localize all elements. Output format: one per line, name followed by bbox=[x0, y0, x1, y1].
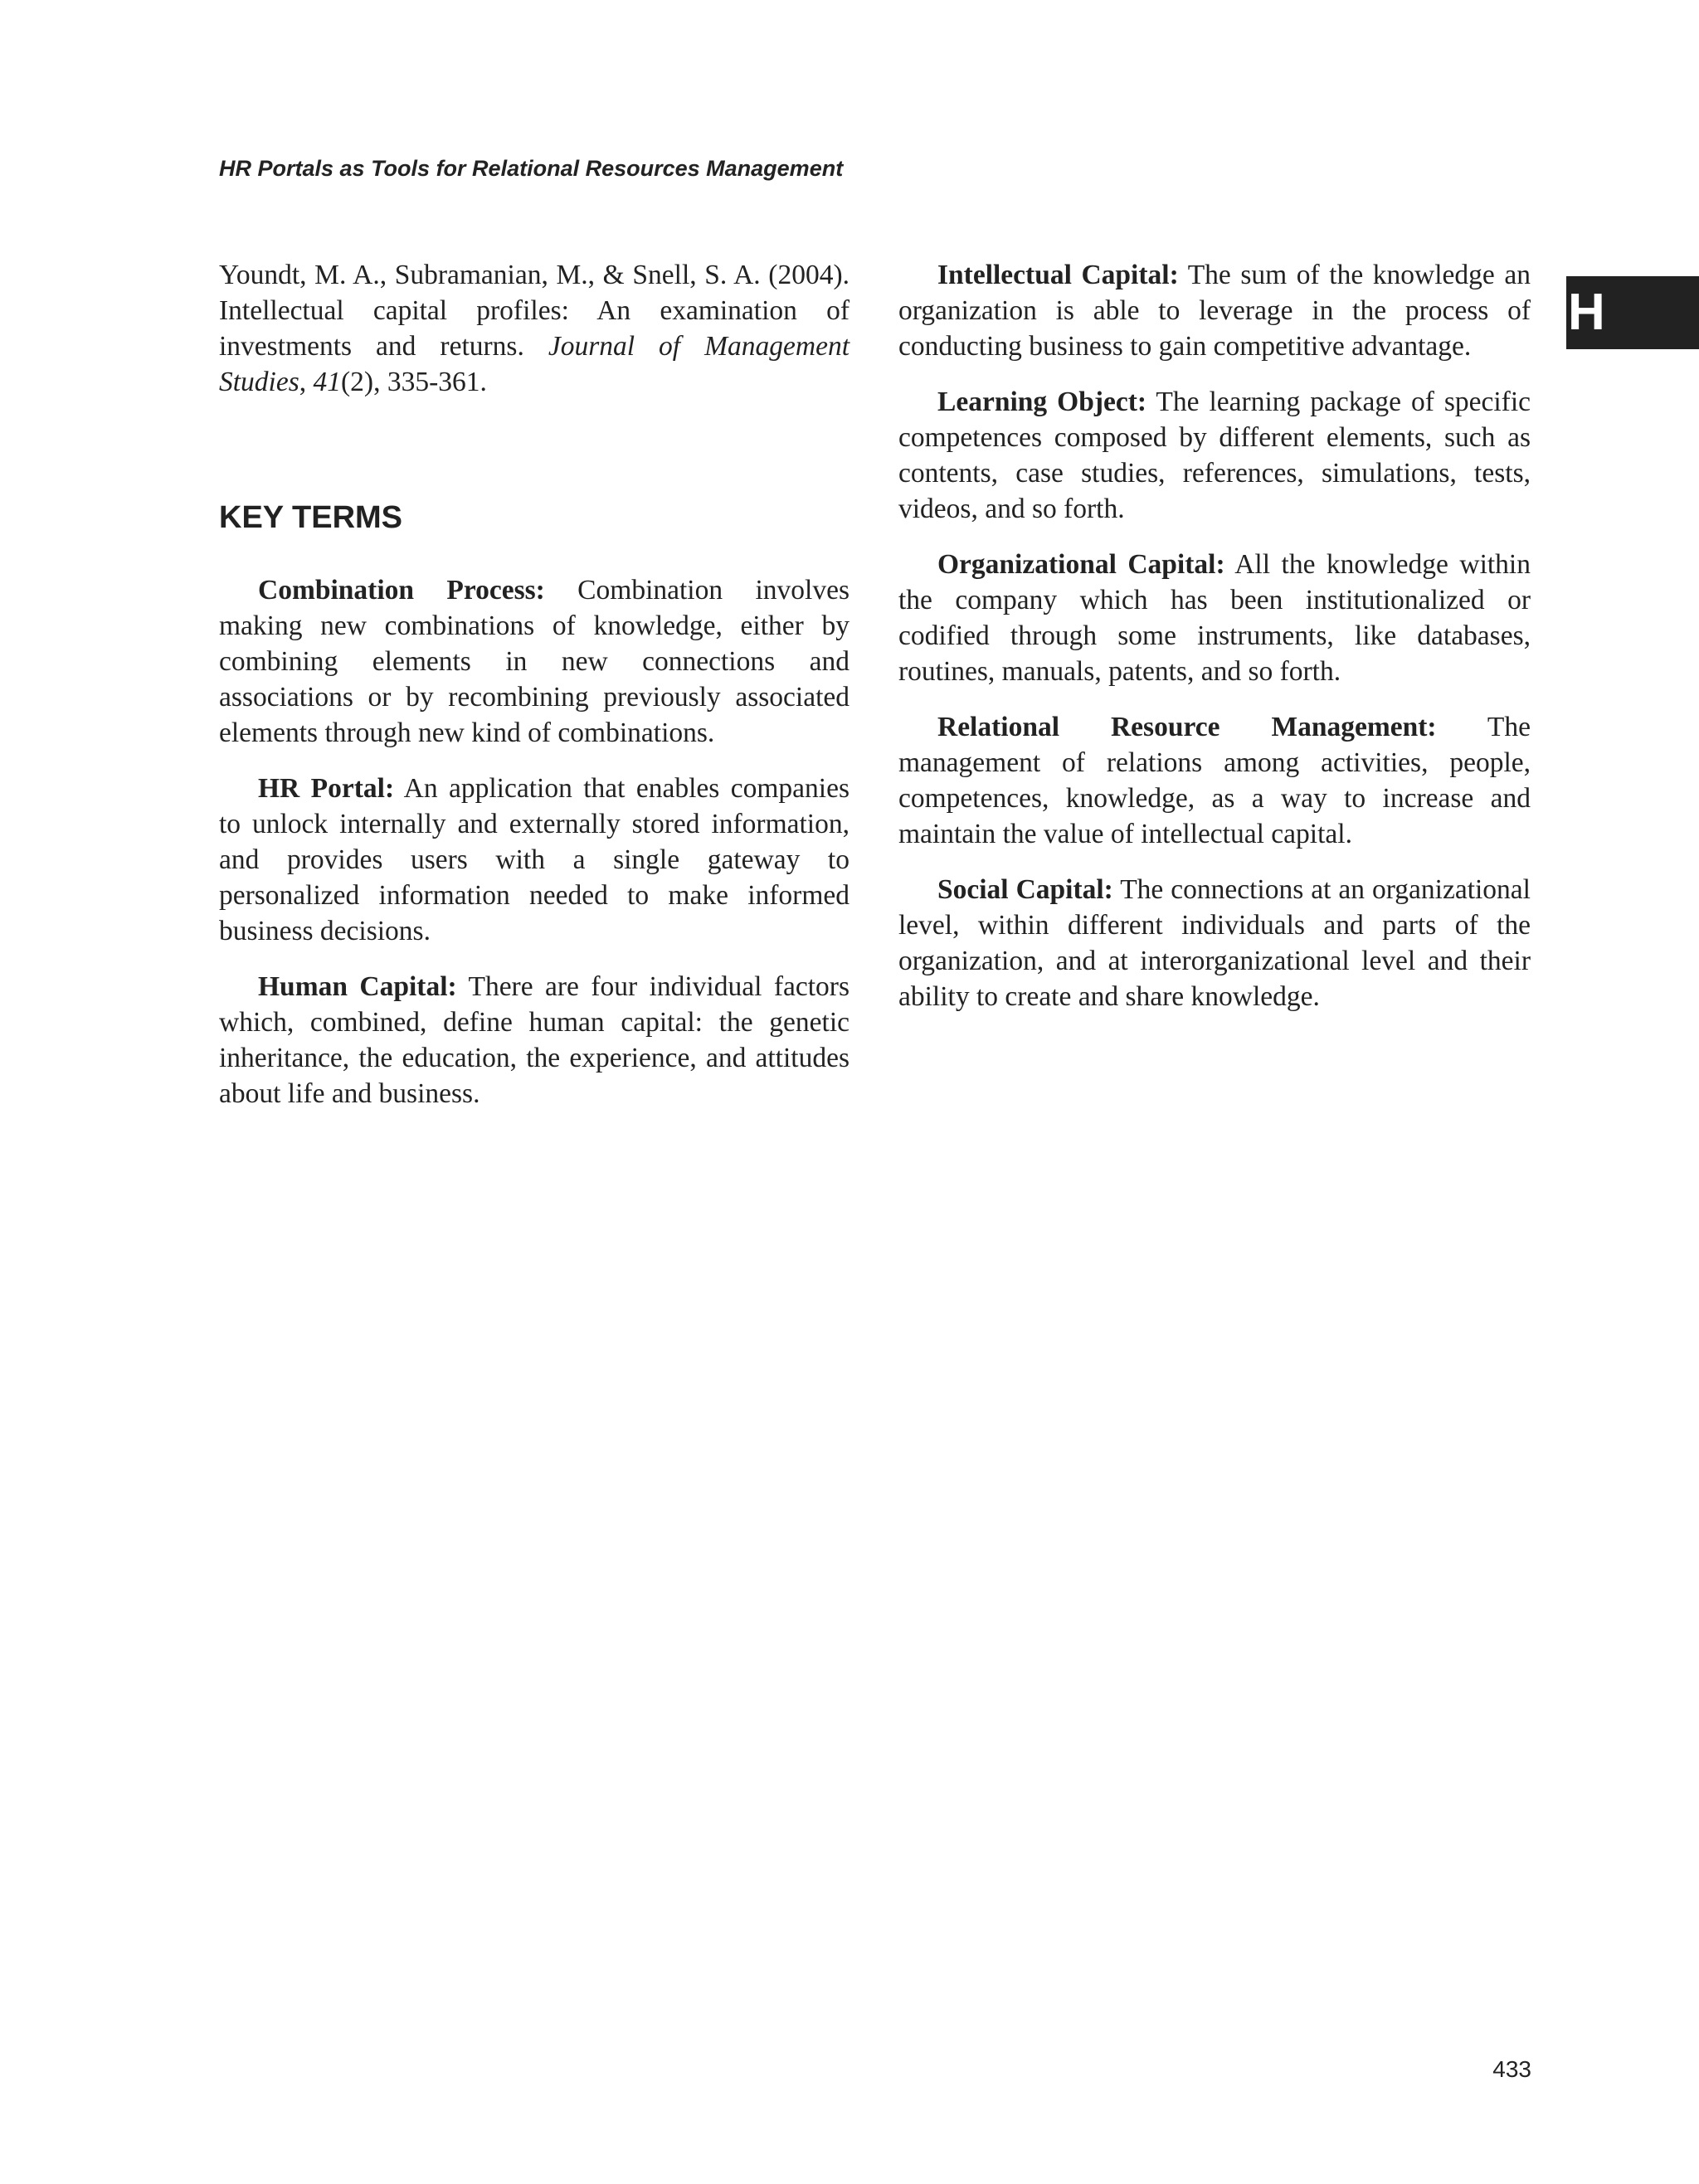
page-number: 433 bbox=[1492, 2056, 1531, 2082]
term-definition: The connections at an organizational level, within different individuals and parts of the organization, and at interorganizational level and their ability to create and share knowledge. bbox=[898, 874, 1531, 1012]
term-definition: Combination involves making new combinations of knowledge, either by combining elements in new connections and associations or by recombining previously associated elements through new kind of combinations. bbox=[219, 575, 850, 748]
key-term-human-capital bbox=[219, 969, 850, 1111]
key-term-organizational-capital bbox=[898, 547, 1531, 689]
key-term-intellectual-capital bbox=[898, 257, 1531, 364]
reference-sep: , bbox=[299, 367, 314, 397]
section-thumb-tab bbox=[1566, 276, 1699, 349]
reference-volume: 41 bbox=[313, 367, 342, 397]
term-definition: The sum of the knowledge an organization is able to leverage in the process of conducting business to gain competitive advantage. bbox=[898, 260, 1531, 362]
reference-authors: Youndt, M. A., Subramanian, M., & Snell, S. A. (2004). Intellectual capital profiles: An examination of investments and returns. bbox=[219, 260, 850, 362]
term-name: Human Capital: bbox=[258, 971, 457, 1002]
key-terms-heading: KEY TERMS bbox=[219, 500, 403, 535]
key-term-relational-resource-management bbox=[898, 709, 1531, 852]
key-term-combination-process bbox=[219, 572, 850, 751]
term-definition: There are four individual factors which, combined, define human capital: the genetic inheritance, the education, the experience, and attitudes about life and business. bbox=[219, 971, 850, 1109]
running-header: HR Portals as Tools for Relational Resources Management bbox=[219, 156, 844, 181]
section-tab-letter: H bbox=[1568, 284, 1605, 341]
term-definition: An application that enables companies to unlock internally and externally stored information, and provides users with a single gateway to personalized information needed to make informed business decisions. bbox=[219, 773, 850, 946]
reference-entry bbox=[219, 257, 850, 400]
right-column bbox=[898, 257, 1531, 1034]
term-name: Organizational Capital: bbox=[937, 549, 1225, 580]
term-name: Social Capital: bbox=[937, 874, 1113, 905]
key-term-hr-portal bbox=[219, 771, 850, 949]
term-name: HR Portal: bbox=[258, 773, 395, 804]
key-term-learning-object bbox=[898, 384, 1531, 527]
left-column bbox=[219, 257, 850, 1131]
term-name: Combination Process: bbox=[258, 575, 545, 606]
term-name: Learning Object: bbox=[937, 387, 1147, 417]
term-name: Intellectual Capital: bbox=[937, 260, 1179, 290]
reference-journal: Journal of Management Studies bbox=[219, 331, 850, 397]
term-definition: The learning package of specific competences composed by different elements, such as contents, case studies, references, simulations, tests, videos, and so forth. bbox=[898, 387, 1531, 524]
key-term-social-capital bbox=[898, 872, 1531, 1014]
term-name: Relational Resource Management: bbox=[937, 712, 1437, 742]
term-definition: The management of relations among activities, people, competences, knowledge, as a way to increase and maintain the value of intellectual capital. bbox=[898, 712, 1531, 849]
term-definition: All the knowledge within the company which has been institutionalized or codified through some instruments, like databases, routines, manuals, patents, and so forth. bbox=[898, 549, 1531, 687]
reference-issue-pages: (2), 335-361. bbox=[341, 367, 487, 397]
